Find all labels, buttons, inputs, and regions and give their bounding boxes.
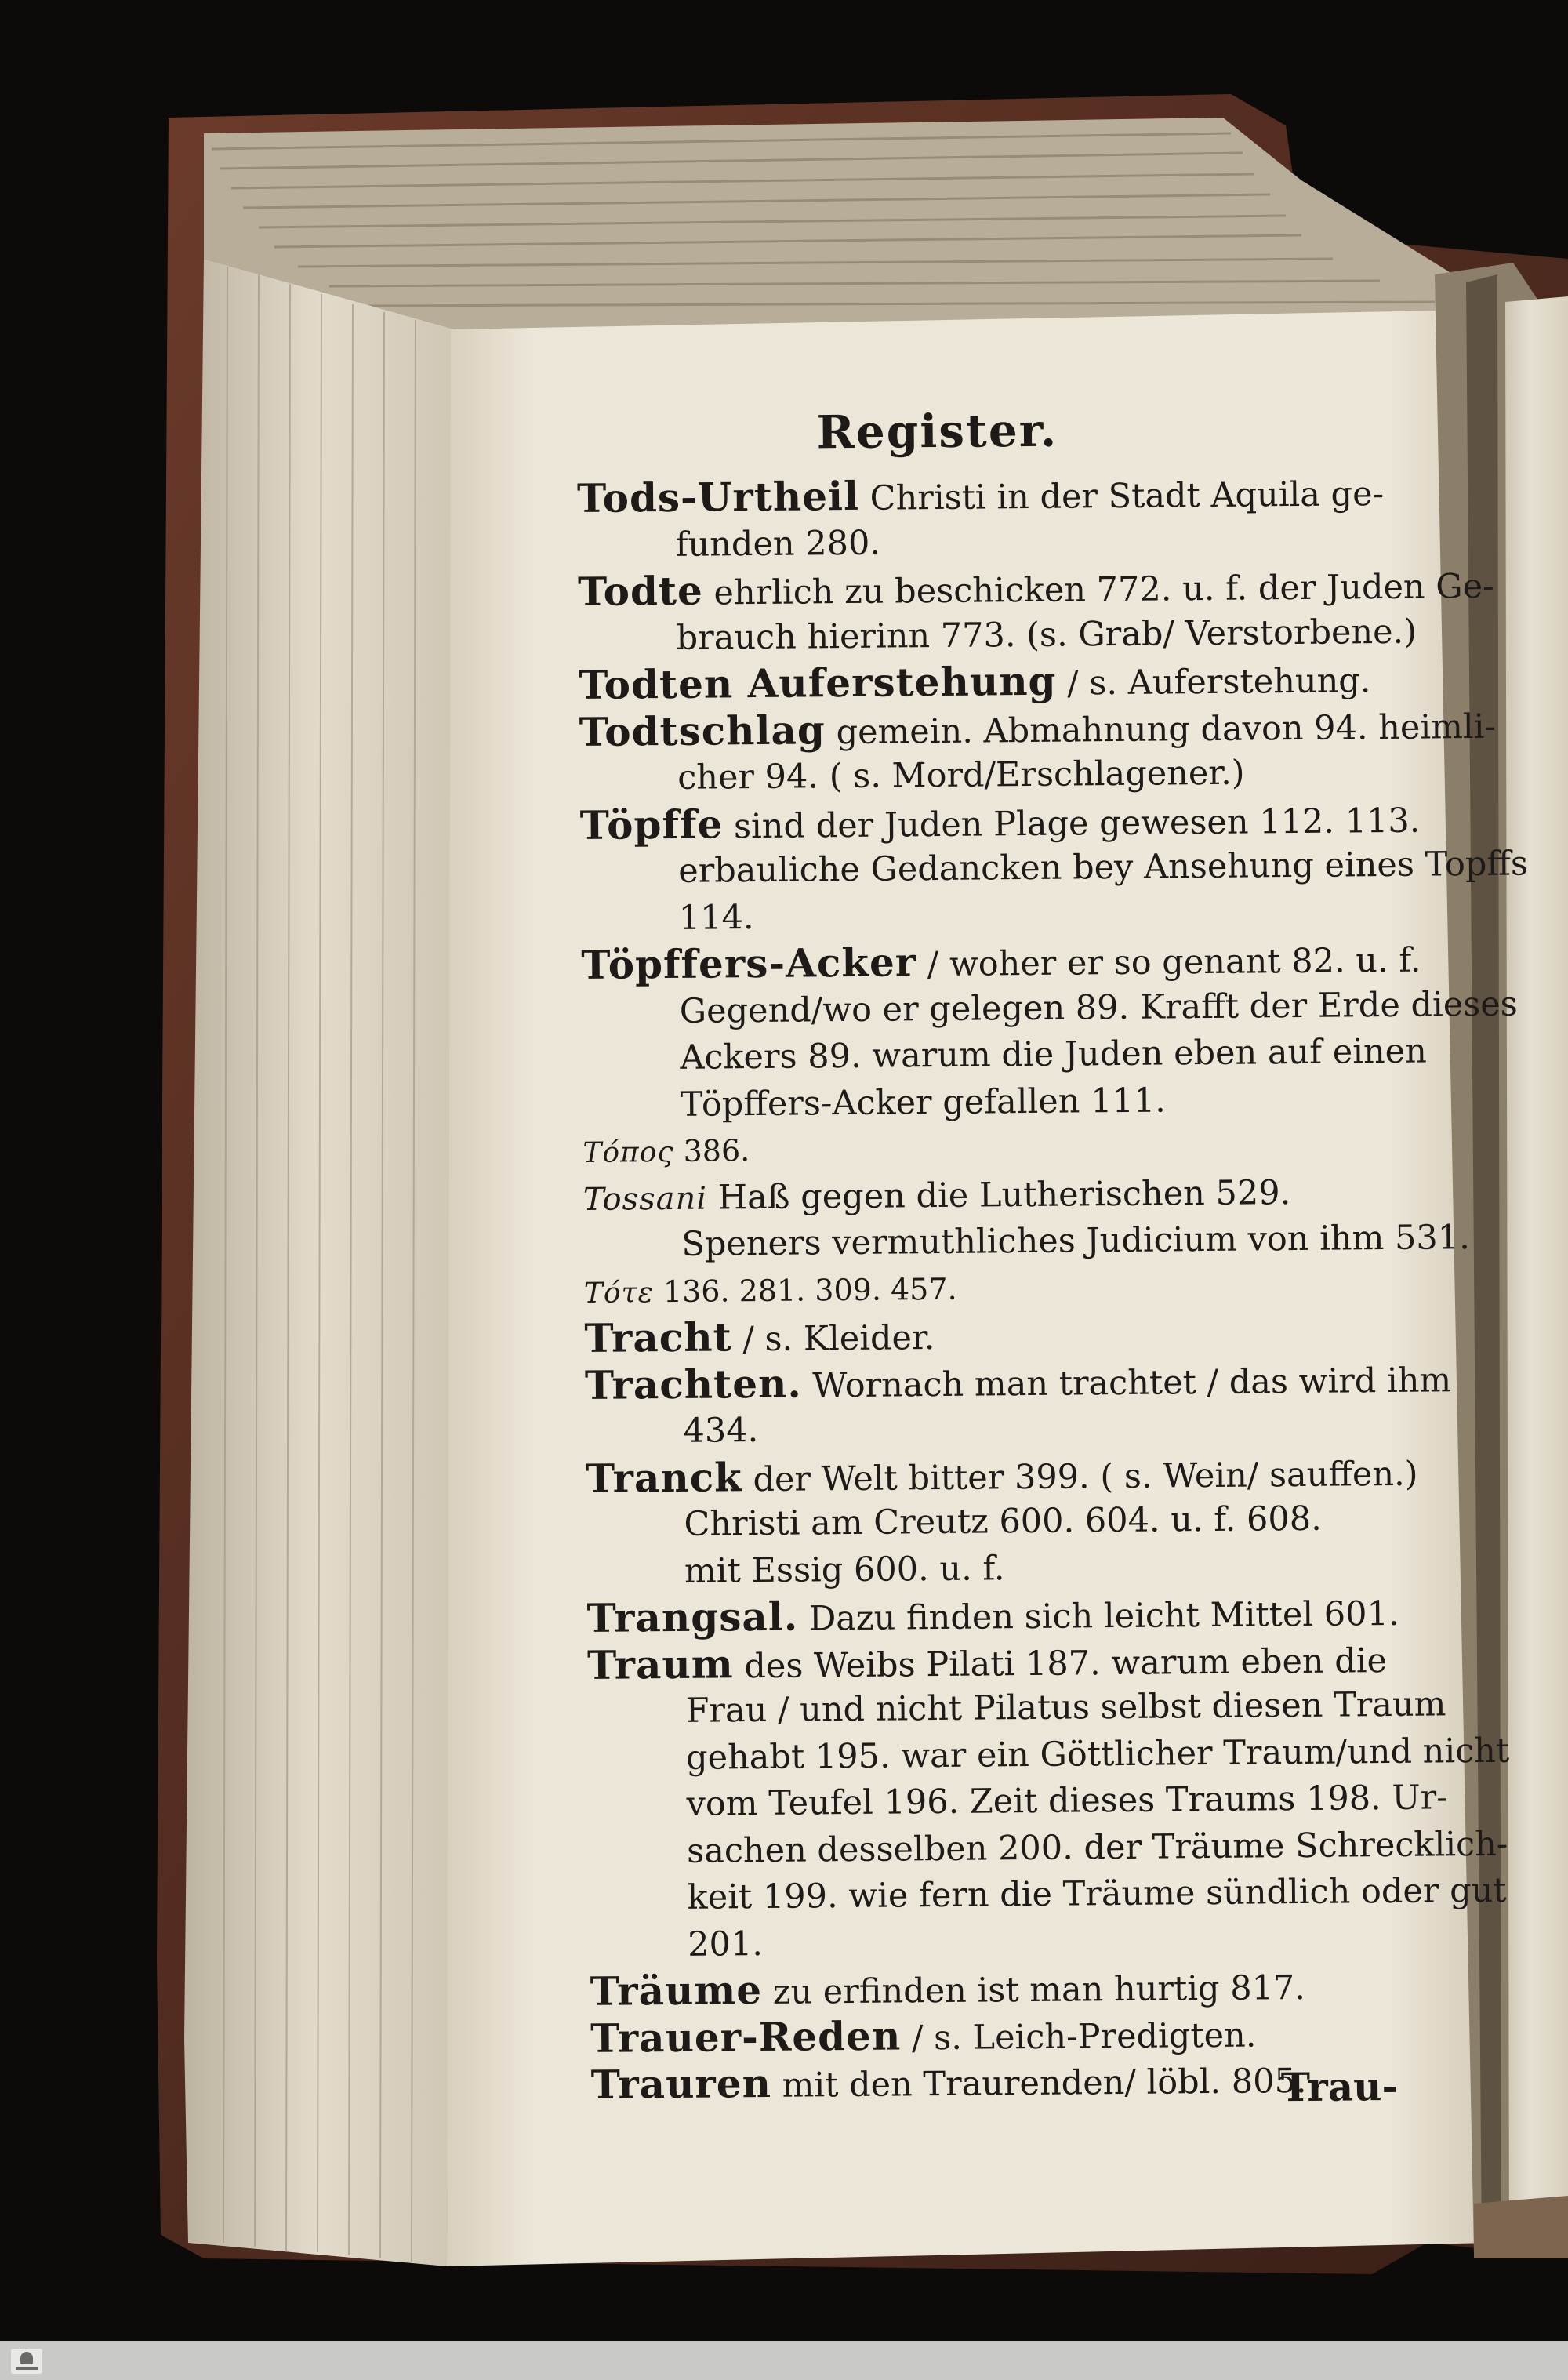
entry-text: 114.: [678, 897, 754, 938]
entry-text: gehabt 195. war ein Göttlicher Traum/und nicht: [685, 1731, 1510, 1778]
entry-headword: Traum: [586, 1640, 734, 1688]
entry-headword: Τόπος: [583, 1135, 674, 1169]
entry-text: ehrlich zu beschicken 772. u. f. der Juden Ge-: [702, 566, 1494, 613]
entry-headword: Todten Auferstehung: [578, 657, 1057, 708]
entry-text: vom Teufel 196. Zeit dieses Traums 198. Ur-: [686, 1778, 1448, 1824]
entry-text: Frau / und nicht Pilatus selbst diesen Traum: [685, 1684, 1446, 1731]
entry-headword: Trauren: [590, 2059, 772, 2108]
entry-text: / s. Auferstehung.: [1056, 661, 1371, 703]
entry-text: Haß gegen die Lutherischen 529.: [706, 1172, 1291, 1218]
entry-text: des Weibs Pilati 187. warum eben die: [733, 1641, 1388, 1686]
entry-text: sind der Juden Plage gewesen 112. 113.: [723, 801, 1421, 846]
page-text-block: [576, 393, 1529, 2111]
entry-text: gemein. Abmahnung davon 94. heimli-: [825, 707, 1497, 752]
entry-text: Dazu finden sich leicht Mittel 601.: [797, 1593, 1399, 1639]
page-heading: Register.: [816, 403, 1058, 460]
entry-text: Ackers 89. warum die Juden eben auf einen: [680, 1031, 1428, 1077]
library-logo-icon: [11, 2349, 42, 2374]
entry-text: 201.: [687, 1924, 764, 1964]
entry-headword: Todtschlag: [579, 706, 826, 755]
entry-headword: Trachten.: [584, 1360, 802, 1408]
entry-headword: Träume: [590, 1967, 763, 2015]
entry-text: cher 94. ( s. Mord/Erschlagener.): [677, 753, 1245, 798]
entry-text: Christi in der Stadt Aquila ge-: [858, 474, 1385, 518]
entry-headword: Töpffers-Acker: [581, 939, 917, 988]
entry-text: brauch hierinn 773. (s. Grab/ Verstorbene.): [676, 612, 1417, 658]
entry-text: / s. Leich-Predigten.: [901, 2015, 1257, 2058]
entry-headword: Töpffe: [579, 800, 724, 848]
entry-text: mit den Traurenden/ löbl. 805.: [771, 2061, 1307, 2106]
entry-text: zu erfinden ist man hurtig 817.: [761, 1968, 1306, 2013]
entry-headword: Trauer-Reden: [590, 2011, 902, 2062]
entry-text: Christi am Creutz 600. 604. u. f. 608.: [684, 1499, 1322, 1544]
entry-text: Töpffers-Acker gefallen 111.: [680, 1080, 1167, 1125]
entry-text: / woher er so genant 82. u. f.: [916, 940, 1421, 985]
entry-text: keit 199. wie fern die Träume sündlich oder gut: [687, 1870, 1507, 1917]
catchword: Trau-: [1280, 2062, 1399, 2111]
entry-text: 386.: [673, 1133, 750, 1168]
entry-headword: Tranck: [585, 1453, 742, 1502]
entry-headword: Τότε: [583, 1276, 655, 1310]
entry-text: der Welt bitter 399. ( s. Wein/ sauffen.): [742, 1454, 1418, 1499]
entry-text: Wornach man trachtet / das wird ihm: [801, 1360, 1452, 1406]
viewer-footer-bar: [0, 2341, 1568, 2380]
entry-headword: Tossani: [583, 1180, 708, 1218]
entry-text: Speners vermuthliches Judicium von ihm 531.: [681, 1218, 1471, 1264]
entry-text: 434.: [683, 1411, 759, 1451]
entry-headword: Tods-Urtheil: [576, 472, 860, 521]
entry-text: erbauliche Gedancken bey Ansehung eines Topffs: [678, 844, 1529, 891]
entry-text: sachen desselben 200. der Träume Schrecklich-: [686, 1824, 1508, 1871]
entry-text: 136. 281. 309. 457.: [653, 1271, 957, 1309]
entry-headword: Tracht: [584, 1314, 732, 1361]
entry-text: funden 280.: [675, 523, 881, 565]
entry-headword: Todte: [577, 567, 704, 615]
entry-text: Gegend/wo er gelegen 89. Krafft der Erde dieses: [679, 984, 1518, 1031]
entry-headword: Trangsal.: [586, 1593, 799, 1641]
entry-text: mit Essig 600. u. f.: [684, 1548, 1005, 1591]
entry-text: / s. Kleider.: [731, 1318, 935, 1360]
